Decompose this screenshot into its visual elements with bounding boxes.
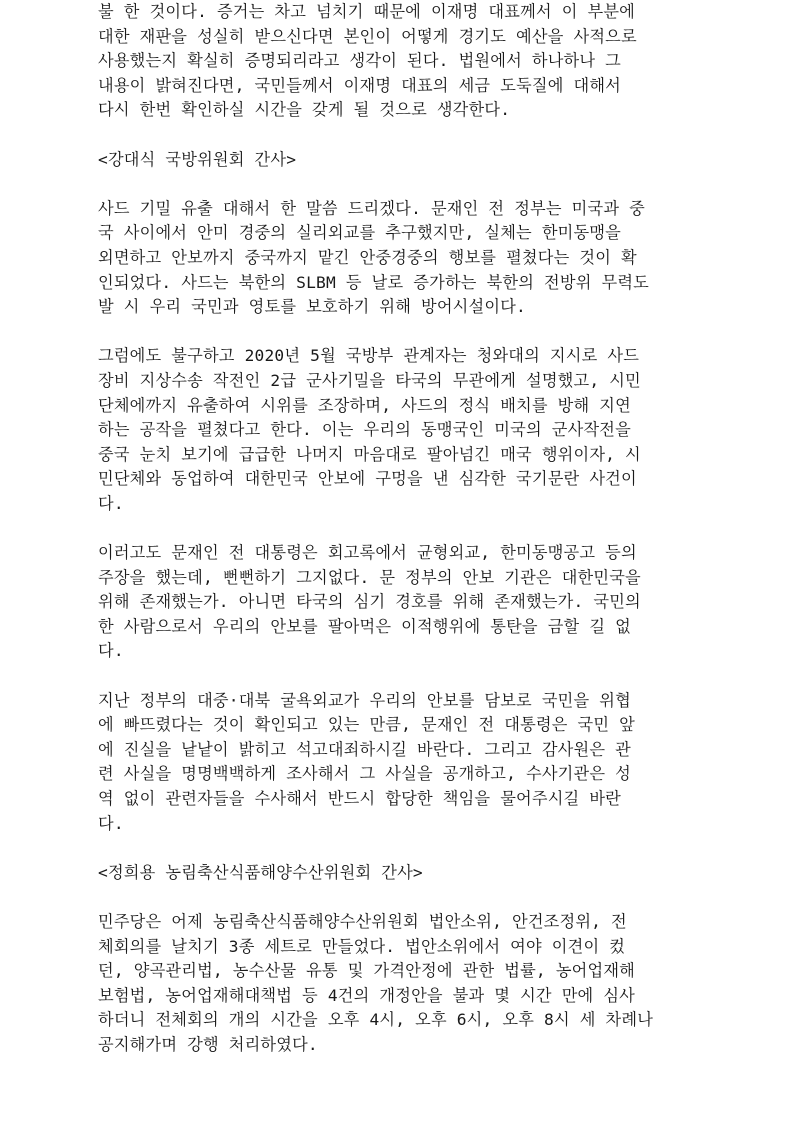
text-line: 사용했는지 확실히 증명되리라고 생각이 된다. 법원에서 하나하나 그 — [98, 51, 622, 71]
paragraph-gap — [98, 885, 698, 910]
text-line: 련 사실을 명명백백하게 조사해서 그 사실을 공개하고, 수사기관은 성 — [98, 764, 631, 784]
text-line: 중국 눈치 보기에 급급한 나머지 마음대로 팔아넘긴 매국 행위이자, 시 — [98, 444, 641, 464]
text-line: 하는 공작을 펼쳤다고 한다. 이는 우리의 동맹국인 미국의 군사작전을 — [98, 420, 631, 440]
text-line: 주장을 했는데, 뻔뻔하기 그지없다. 문 정부의 안보 기관은 대한민국을 — [98, 567, 641, 587]
paragraph-gap — [98, 836, 698, 861]
text-line: <정희용 농림축산식품해양수산위원회 간사> — [98, 862, 423, 882]
text-line: 다시 한번 확인하실 시간을 갖게 될 것으로 생각한다. — [98, 100, 511, 120]
text-line: 다. — [98, 813, 124, 833]
paragraph — [98, 910, 698, 1058]
text-line: 다. — [98, 493, 124, 513]
paragraph-gap — [98, 123, 698, 148]
text-line: 에 빠뜨렸다는 것이 확인되고 있는 만큼, 문재인 전 대통령은 국민 앞 — [98, 715, 636, 735]
paragraph — [98, 689, 698, 837]
paragraph-gap — [98, 320, 698, 345]
text-line: 공지해가며 강행 처리하였다. — [98, 1034, 318, 1054]
text-line: 이러고도 문재인 전 대통령은 회고록에서 균형외교, 한미동맹공고 등의 — [98, 543, 637, 563]
paragraph — [98, 541, 698, 664]
text-line: 장비 지상수송 작전인 2급 군사기밀을 타국의 무관에게 설명했고, 시민 — [98, 370, 641, 390]
text-line: 발 시 우리 국민과 영토를 보호하기 위해 방어시설이다. — [98, 297, 526, 317]
text-line: 외면하고 안보까지 중국까지 맡긴 안중경중의 행보를 펼쳤다는 것이 확 — [98, 247, 637, 267]
text-line: 그럼에도 불구하고 2020년 5월 국방부 관계자는 청와대의 지시로 사드 — [98, 346, 640, 366]
text-line: 대한 재판을 성실히 받으신다면 본인이 어떻게 경기도 예산을 사적으로 — [98, 26, 637, 46]
text-line: 단체에까지 유출하여 시위를 조장하며, 사드의 정식 배치를 방해 지연 — [98, 395, 631, 415]
text-line: 인되었다. 사드는 북한의 SLBM 등 날로 증가하는 북한의 전방위 무력도 — [98, 272, 650, 292]
paragraph — [98, 344, 698, 516]
section-heading — [98, 148, 698, 173]
paragraph — [98, 197, 698, 320]
text-line: 보험법, 농어업재해대책법 등 4건의 개정안을 불과 몇 시간 만에 심사 — [98, 985, 636, 1005]
text-line: 지난 정부의 대중·대북 굴욕외교가 우리의 안보를 담보로 국민을 위협 — [98, 690, 631, 710]
text-line: 불 한 것이다. 증거는 차고 넘치기 때문에 이재명 대표께서 이 부분에 — [98, 2, 636, 21]
text-line: <강대식 국방위원회 간사> — [98, 149, 297, 169]
text-line: 던, 양곡관리법, 농수산물 유통 및 가격안정에 관한 법률, 농어업재해 — [98, 961, 636, 981]
text-line: 민주당은 어제 농림축산식품해양수산위원회 법안소위, 안건조정위, 전 — [98, 911, 627, 931]
text-line: 사드 기밀 유출 대해서 한 말씀 드리겠다. 문재인 전 정부는 미국과 중 — [98, 198, 645, 218]
document-body — [98, 0, 698, 1058]
text-line: 위해 존재했는가. 아니면 타국의 심기 경호를 위해 존재했는가. 국민의 — [98, 592, 641, 612]
text-line: 국 사이에서 안미 경중의 실리외교를 추구했지만, 실체는 한미동맹을 — [98, 223, 622, 243]
text-line: 에 진실을 낱낱이 밝히고 석고대죄하시길 바란다. 그리고 감사원은 관 — [98, 739, 631, 759]
text-line: 내용이 밝혀진다면, 국민들께서 이재명 대표의 세금 도둑질에 대해서 — [98, 75, 622, 95]
text-line: 하더니 전체회의 개의 시간을 오후 4시, 오후 6시, 오후 8시 세 차례나 — [98, 1010, 654, 1030]
text-line: 다. — [98, 641, 124, 661]
text-line: 체회의를 날치기 3종 세트로 만들었다. 법안소위에서 여야 이견이 컸 — [98, 936, 626, 956]
paragraph-gap — [98, 172, 698, 197]
paragraph — [98, 0, 698, 123]
text-line: 한 사람으로서 우리의 안보를 팔아먹은 이적행위에 통탄을 금할 길 없 — [98, 616, 631, 636]
text-line: 역 없이 관련자들을 수사해서 반드시 합당한 책임을 물어주시길 바란 — [98, 789, 622, 808]
text-line: 민단체와 동업하여 대한민국 안보에 구멍을 낸 심각한 국기문란 사건이 — [98, 469, 637, 489]
paragraph-gap — [98, 516, 698, 541]
section-heading — [98, 861, 698, 886]
paragraph-gap — [98, 664, 698, 689]
